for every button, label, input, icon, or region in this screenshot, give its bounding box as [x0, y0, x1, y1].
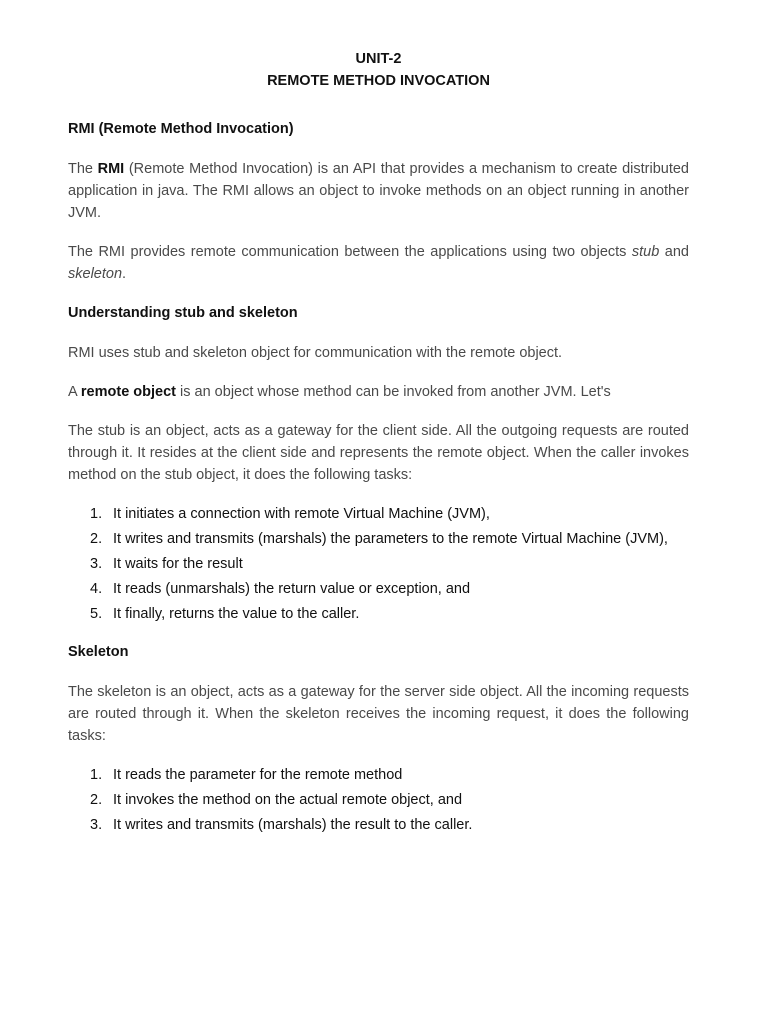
list-number: 3. [90, 817, 103, 833]
list-item [68, 790, 689, 811]
list-item [68, 604, 689, 625]
list-text: It invokes the method on the actual remote object, and [113, 792, 463, 808]
skeleton-task-list [68, 765, 689, 836]
list-item [68, 815, 689, 836]
stub-task-list [68, 504, 689, 625]
understanding-heading: Understanding stub and skeleton [68, 305, 298, 321]
stub-skeleton-usage-paragraph: RMI uses stub and skeleton object for communication with the remote object. [68, 345, 563, 361]
list-number: 2. [90, 792, 103, 808]
list-text: It waits for the result [113, 556, 243, 572]
rmi-comm-and: and [659, 244, 689, 260]
rmi-communication-paragraph [68, 241, 689, 285]
rmi-heading: RMI (Remote Method Invocation) [68, 121, 294, 137]
unit-label: UNIT-2 [355, 51, 402, 67]
document-title: REMOTE METHOD INVOCATION [267, 73, 490, 89]
list-item [68, 504, 689, 525]
remote-object-start: A [68, 384, 81, 400]
list-number: 5. [90, 606, 103, 622]
rmi-comm-skeleton: skeleton [68, 266, 123, 282]
list-number: 4. [90, 581, 103, 597]
remote-object-rest: is an object whose method can be invoked from another JVM. Let's [176, 384, 611, 400]
list-number: 1. [90, 506, 103, 522]
list-number: 2. [90, 531, 103, 547]
skeleton-heading: Skeleton [68, 644, 129, 660]
remote-object-bold: remote object [80, 384, 176, 400]
list-text: It writes and transmits (marshals) the result to the caller. [113, 817, 473, 833]
rmi-comm-start: The RMI provides remote communication between the applications using two objects [68, 244, 632, 260]
rmi-comm-end: . [122, 266, 127, 282]
list-text: It reads (unmarshals) the return value or exception, and [113, 581, 471, 597]
list-number: 1. [90, 767, 103, 783]
remote-object-paragraph [68, 381, 689, 403]
list-text: It writes and transmits (marshals) the parameters to the remote Virtual Machine (JVM), [113, 531, 668, 547]
list-text: It reads the parameter for the remote method [113, 767, 403, 783]
list-text: It initiates a connection with remote Virtual Machine (JVM), [113, 506, 490, 522]
list-item [68, 579, 689, 600]
list-item [68, 554, 689, 575]
rmi-intro-bold: RMI [97, 161, 125, 177]
list-item [68, 765, 689, 786]
document-page [68, 48, 689, 840]
rmi-intro-rest: (Remote Method Invocation) is an API that provides a mechanism to create distributed application in java. The RMI allows an object to invoke methods on an object running in another JVM. [68, 161, 690, 221]
stub-description-paragraph: The stub is an object, acts as a gateway for the client side. All the outgoing requests are routed through it. It resides at the client side and represents the remote object. When the caller invokes method on the stub object, it does the following tasks: [68, 423, 689, 483]
rmi-intro-paragraph [68, 158, 689, 224]
rmi-intro-start: The [68, 161, 98, 177]
skeleton-description-paragraph: The skeleton is an object, acts as a gateway for the server side object. All the incoming requests are routed through it. When the skeleton receives the incoming request, it does the following tasks: [68, 684, 689, 744]
rmi-comm-stub: stub [631, 244, 660, 260]
list-number: 3. [90, 556, 103, 572]
list-text: It finally, returns the value to the caller. [113, 606, 360, 622]
list-item [68, 529, 689, 550]
